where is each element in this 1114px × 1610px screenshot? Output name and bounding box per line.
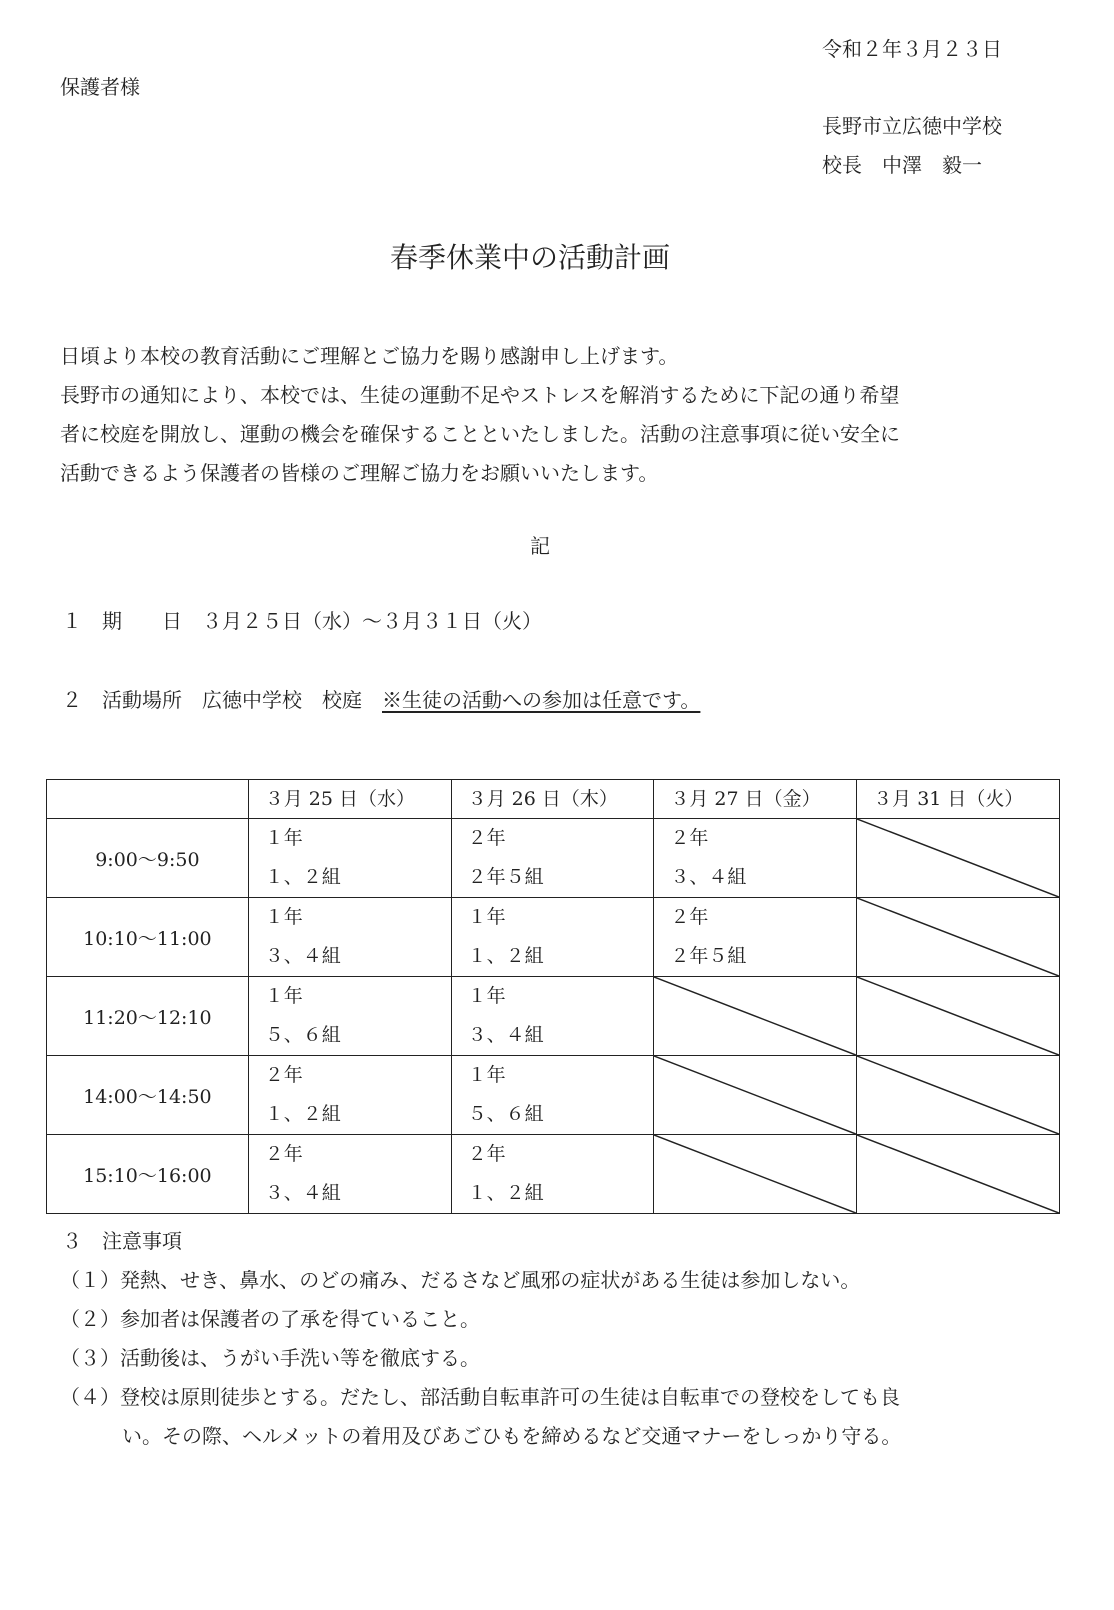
- header-cell: ３月 31 日（火）: [857, 780, 1060, 819]
- table-row: [47, 1135, 1060, 1214]
- notes-heading: ３ 注意事項: [62, 1229, 182, 1253]
- schedule-cell: [248, 1056, 451, 1135]
- class-label: ２年５組: [670, 945, 747, 967]
- header-cell: ３月 26 日（木）: [451, 780, 654, 819]
- empty-cell: [857, 1056, 1060, 1135]
- diagonal-slash: [857, 898, 1059, 976]
- intro-line: 長野市の通知により、本校では、生徒の運動不足やストレスを解消するために下記の通り希望: [60, 383, 900, 407]
- intro-paragraph: [60, 337, 1060, 493]
- schedule-cell: [451, 1135, 654, 1214]
- class-label: ３、４組: [670, 866, 747, 888]
- note-item: （３）活動後は、うがい手洗い等を徹底する。: [60, 1346, 480, 1370]
- grade-label: １年: [264, 985, 303, 1007]
- grade-label: ２年: [670, 906, 709, 928]
- grade-label: ２年: [670, 827, 709, 849]
- class-label: ５、６組: [264, 1024, 341, 1046]
- intro-line: 活動できるよう保護者の皆様のご理解ご協力をお願いいたします。: [60, 461, 659, 485]
- diagonal-slash: [654, 977, 856, 1055]
- diagonal-slash: [654, 1056, 856, 1134]
- table-row: [47, 1056, 1060, 1135]
- diagonal-slash: [857, 1135, 1059, 1213]
- period-item: １ 期 日 ３月２５日（水）～３月３１日（火）: [62, 609, 542, 633]
- schedule-cell: [451, 819, 654, 898]
- schedule-cell: [451, 898, 654, 977]
- table-row: [47, 819, 1060, 898]
- class-label: ３、４組: [264, 1182, 341, 1204]
- participation-note: ※生徒の活動への参加は任意です。: [382, 688, 701, 712]
- intro-line: 日頃より本校の教育活動にご理解とご協力を賜り感謝申し上げます。: [60, 344, 679, 368]
- time-slot: 9:00～9:50: [47, 819, 249, 898]
- empty-cell: [857, 819, 1060, 898]
- schedule-cell: [248, 898, 451, 977]
- schedule-cell: [248, 977, 451, 1056]
- recipient: 保護者様: [60, 75, 140, 99]
- class-label: ２年５組: [467, 866, 544, 888]
- grade-label: ２年: [264, 1064, 303, 1086]
- schedule-cell: [451, 1056, 654, 1135]
- table-row: [47, 977, 1060, 1056]
- empty-cell: [654, 1135, 857, 1214]
- class-label: １、２組: [467, 1182, 544, 1204]
- location-item: [62, 688, 700, 712]
- diagonal-slash: [857, 1056, 1059, 1134]
- note-item: （２）参加者は保護者の了承を得ていること。: [60, 1307, 480, 1331]
- class-label: １、２組: [467, 945, 544, 967]
- schedule-cell: [451, 977, 654, 1056]
- grade-label: １年: [467, 906, 506, 928]
- time-slot: 15:10～16:00: [47, 1135, 249, 1214]
- empty-cell: [857, 1135, 1060, 1214]
- class-label: １、２組: [264, 1103, 341, 1125]
- header-cell: ３月 27 日（金）: [654, 780, 857, 819]
- grade-label: ２年: [467, 827, 506, 849]
- grade-label: １年: [264, 827, 303, 849]
- class-label: ５、６組: [467, 1103, 544, 1125]
- document-title: 春季休業中の活動計画: [389, 241, 670, 274]
- issue-date: 令和２年３月２３日: [822, 37, 1002, 61]
- school-name: 長野市立広徳中学校: [822, 114, 1002, 138]
- note-item: （１）発熱、せき、鼻水、のどの痛み、だるさなど風邪の症状がある生徒は参加しない。: [60, 1268, 861, 1292]
- grade-label: １年: [467, 1064, 506, 1086]
- principal-name: 校長 中澤 毅一: [822, 153, 982, 177]
- diagonal-slash: [857, 977, 1059, 1055]
- schedule-cell: [248, 819, 451, 898]
- grade-label: ２年: [264, 1143, 303, 1165]
- time-slot: 10:10～11:00: [47, 898, 249, 977]
- table-row: [47, 898, 1060, 977]
- diagonal-slash: [654, 1135, 856, 1213]
- time-slot: 14:00～14:50: [47, 1056, 249, 1135]
- schedule-cell: [654, 898, 857, 977]
- note-item: い。その際、ヘルメットの着用及びあごひもを締めるなど交通マナーをしっかり守る。: [122, 1424, 902, 1448]
- class-label: １、２組: [264, 866, 341, 888]
- grade-label: １年: [264, 906, 303, 928]
- ki-heading: 記: [530, 534, 550, 558]
- empty-cell: [857, 898, 1060, 977]
- schedule-table: [46, 779, 1060, 1214]
- location-text: ２ 活動場所 広徳中学校 校庭: [62, 688, 382, 712]
- header-cell: ３月 25 日（水）: [248, 780, 451, 819]
- notes-section: [60, 1222, 1070, 1448]
- class-label: ３、４組: [264, 945, 341, 967]
- class-label: ３、４組: [467, 1024, 544, 1046]
- header-cell: [47, 780, 249, 819]
- time-slot: 11:20～12:10: [47, 977, 249, 1056]
- empty-cell: [654, 977, 857, 1056]
- note-item: （４）登校は原則徒歩とする。だたし、部活動自転車許可の生徒は自転車での登校をしても良: [60, 1385, 900, 1409]
- schedule-header-row: [47, 780, 1060, 819]
- grade-label: ２年: [467, 1143, 506, 1165]
- grade-label: １年: [467, 985, 506, 1007]
- schedule-cell: [248, 1135, 451, 1214]
- empty-cell: [857, 977, 1060, 1056]
- diagonal-slash: [857, 819, 1059, 897]
- empty-cell: [654, 1056, 857, 1135]
- schedule-cell: [654, 819, 857, 898]
- intro-line: 者に校庭を開放し、運動の機会を確保することといたしました。活動の注意事項に従い安全に: [60, 422, 900, 446]
